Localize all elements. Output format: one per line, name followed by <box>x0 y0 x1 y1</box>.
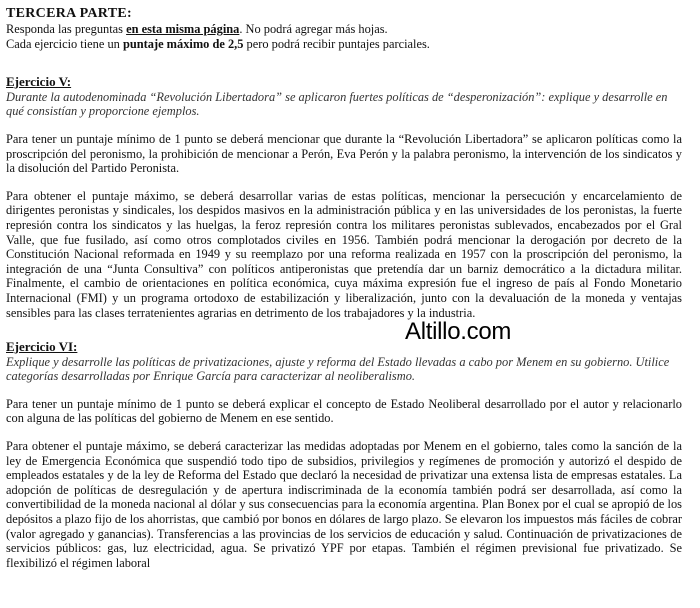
exercise-6-maximum-criteria: Para obtener el puntaje máximo, se deberá caracterizar las medidas adoptadas por Menem en el gobierno, tales como la sanción de la ley de Emergencia Económica que suspendió todo tipo de subsidios, privilegios y regímenes de promoción y autorizó el despido de empleados estatales y de la ley de Reforma del Estado que declaró la necesidad de privatizar una extensa lista de empresas estatales. La adopción de políticas de desregulación y de apertura indiscriminada de la economía también podrá ser desarrollada, así como la convertibilidad de la moneda nacional al dólar y sus consecuencias para la economía argentina. Plan Bonex por el cual se apropió de los depósitos a plazo fijo de los ahorristas, que cambió por bonos en dólares de largo plazo. Se elevaron los impuestos más fáciles de cobrar (valor agregado y ganancias). Transferencias a las provincias de los servicios de educación y salud. Continuación de privatizaciones de servicios públicos: gas, luz electricidad, agua. Se privatizó YPF por etapas. También el régimen previsional fue privatizado. Se flexibilizó el régimen laboral <box>6 439 682 570</box>
exercise-5-minimum-criteria: Para tener un puntaje mínimo de 1 punto se deberá mencionar que durante la “Revolución Libertadora” se aplicaron políticas como la proscripción del peronismo, la prohibición de mencionar a Perón, Eva Perón y la palabra peronismo, la intervención de los sindicatos y la disolución del Partido Peronista. <box>6 131 682 176</box>
instruction-line-1 <box>6 22 682 37</box>
exercise-6-title: Ejercicio VI: <box>6 339 78 355</box>
document-page <box>6 6 682 570</box>
altillo-watermark: Altillo.com <box>405 318 512 345</box>
instruction-1-start: Responda las preguntas <box>6 22 127 36</box>
exercise-5-prompt: Durante la autodenominada “Revolución Libertadora” se aplicaron fuertes políticas de “desperonización”: explique y desarrolle en qué consistían y proporcione ejemplos. <box>6 89 668 119</box>
instruction-2-start: Cada ejercicio tiene un <box>6 36 123 51</box>
instruction-line-2 <box>6 37 682 52</box>
instruction-1-end: . No podrá agregar más hojas. <box>239 22 388 36</box>
instruction-2-end: pero podrá recibir puntajes parciales. <box>243 36 430 51</box>
part-title: TERCERA PARTE: <box>6 6 132 21</box>
exercise-6-prompt: Explique y desarrolle las políticas de privatizaciones, ajuste y reforma del Estado llevadas a cabo por Menem en su gobierno. Utilice categorías desarrolladas por Enrique García para caracterizar al neoliberalismo. <box>6 354 670 384</box>
instruction-2-emphasis: puntaje máximo de 2,5 <box>122 36 244 51</box>
instruction-1-emphasis: en esta misma página <box>126 22 240 36</box>
exercise-5-title: Ejercicio V: <box>6 74 72 90</box>
exercise-6-minimum-criteria: Para tener un puntaje mínimo de 1 punto se deberá explicar el concepto de Estado Neoliberal desarrollado por el autor y relacionarlo con alguna de las políticas del gobierno de Menem en ese sentido. <box>6 396 682 426</box>
exercise-5-maximum-criteria: Para obtener el puntaje máximo, se deberá desarrollar varias de estas políticas, mencionar la persecución y encarcelamiento de dirigentes peronistas y sindicales, los despidos masivos en la administración pública y en las universidades de los peronistas, la fuerte represión contra los sindicatos y las huelgas, la feroz represión contra los militares peronistas sublevados, encabezados por el Gral Valle, que fue fusilado, así como otros complotados civiles en 1956. También podrá mencionar la derogación por decreto de la Constitución Nacional reformada en 1949 y su reemplazo por una reforma realizada en 1957 con la proscripción del peronismo, la integración de una “Junta Consultiva” con políticos antiperonistas que pretendía dar un barniz democrático a la dictadura militar. Finalmente, el cambio de orientaciones en política económica, cuya máxima expresión fue el ingreso de país al Fondo Monetario Internacional (FMI) y un programa ortodoxo de estabilización y liberalización, junto con la devaluación de la moneda y ventajas sensibles para las clases terratenientes agrarias en detrimento de los trabajadores y la industria. <box>6 188 682 320</box>
